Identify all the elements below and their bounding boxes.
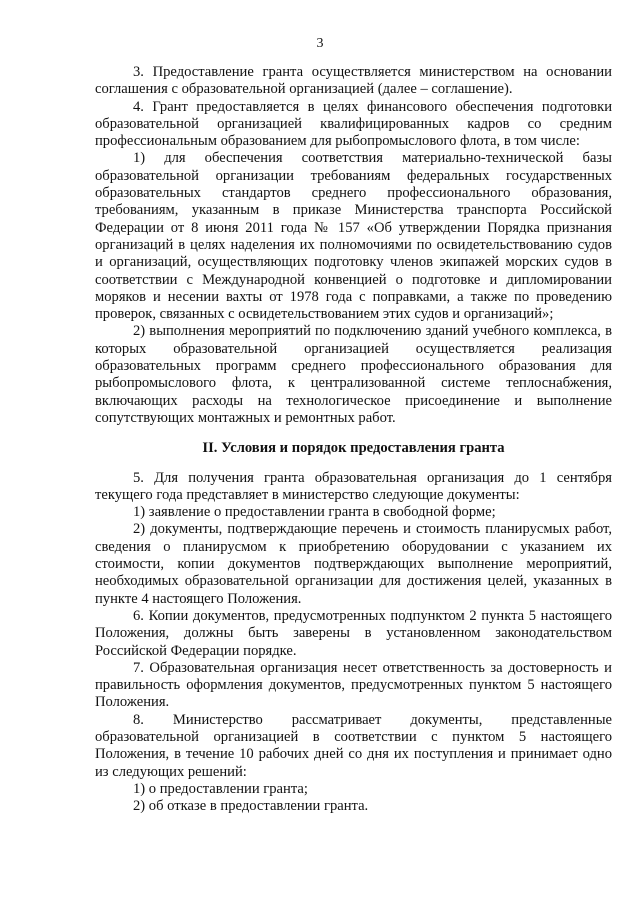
paragraph-3: 3. Предоставление гранта осуществляется министерством на основании соглашения с образовательной организацией (далее – соглашение). [95, 64, 612, 98]
paragraph-4-item-2: 2) выполнения мероприятий по подключению зданий учебного комплекса, в которых образовательной организацией осуществляется реализация образовательных программ среднего профессионального образования для рыбопромыслового флота, к централизованной системе теплоснабжения, включающих расходы на технологическое присоединение и выполнение сопутствующих монтажных и ремонтных работ. [95, 323, 612, 426]
paragraph-5: 5. Для получения гранта образовательная организация до 1 сентября текущего года представляет в министерство следующие документы: [95, 469, 612, 503]
paragraph-4-item-1: 1) для обеспечения соответствия материально-технической базы образовательной организации требованиям федеральных государственных образовательных стандартов среднего профессионального образования, требованиям, указанным в приказе Министерства транспорта Российской Федерации от 8 июня 2011 года № 157 «Об утверждении Порядка признания организаций в целях наделения их полномочиями по освидетельствованию судов и организаций, осуществляющих подготовку членов экипажей морских судов в соответствии с Международной конвенцией о подготовке и дипломировании моряков и несении вахты от 1978 года с поправками, а также по проведению проверок, связанных с освидетельствованием этих судов и организаций»; [95, 150, 612, 323]
paragraph-5-item-2: 2) документы, подтверждающие перечень и стоимость планирусмых работ, сведения о планирусмом к приобретению оборудовании с указанием их стоимости, копии документов подтверждающих выполнение мероприятий, необходимых образовательной организации для достижения целей, указанных в пункте 4 настоящего Положения. [95, 521, 612, 607]
section-heading: II. Условия и порядок предоставления гранта [202, 440, 505, 457]
paragraph-8: 8. Министерство рассматривает документы, представленные образовательной организацией в соответствии с пунктом 5 настоящего Положения, в течение 10 рабочих дней со дня их поступления и принимает одно из следующих решений: [95, 711, 612, 780]
paragraph-7: 7. Образовательная организация несет ответственность за достоверность и правильность оформления документов, предусмотренных пунктом 5 настоящего Положения. [95, 659, 612, 711]
paragraph-4: 4. Грант предоставляется в целях финансового обеспечения подготовки образовательной организацией квалифицированных кадров со средним профессиональным образованием для рыбопромыслового флота, в том числе: [95, 98, 612, 150]
paragraph-6: 6. Копии документов, предусмотренных подпунктом 2 пункта 5 настоящего Положения, должны быть заверены в установленном законодательством Российской Федерации порядке. [95, 607, 612, 659]
document-body [95, 64, 612, 815]
paragraph-8-item-1: 1) о предоставлении гранта; [133, 780, 308, 797]
paragraph-5-item-1: 1) заявление о предоставлении гранта в свободной форме; [133, 504, 496, 521]
paragraph-8-item-2: 2) об отказе в предоставлении гранта. [133, 798, 369, 815]
page-number: 3 [316, 36, 324, 51]
